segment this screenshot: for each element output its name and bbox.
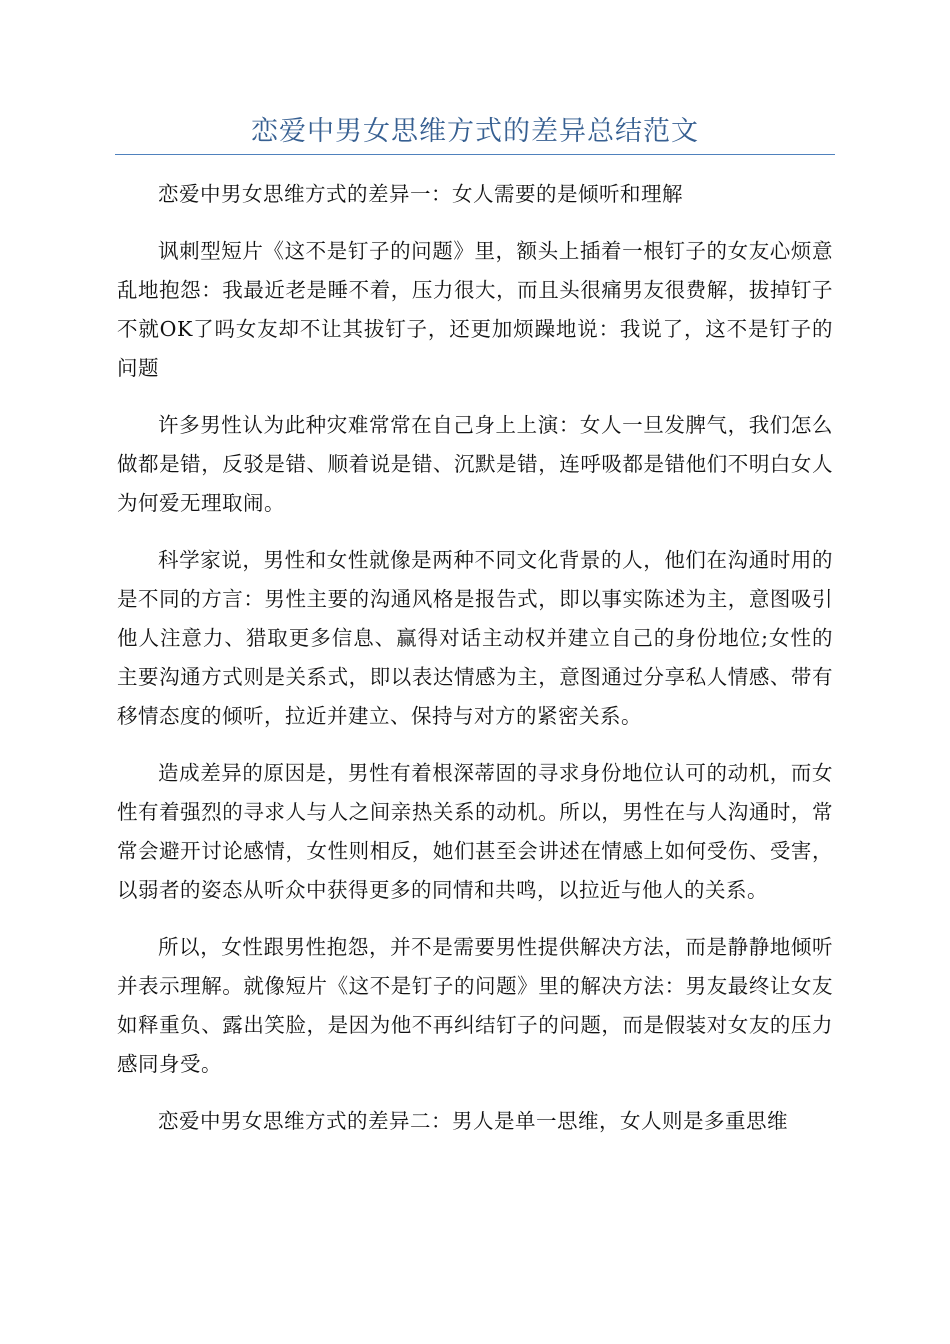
paragraph: 讽刺型短片《这不是钉子的问题》里，额头上插着一根钉子的女友心烦意乱地抱怨：我最近老是睡不着，压力很大，而且头很痛男友很费解，拔掉钉子不就OK了吗女友却不让其拔钉子，还更加烦躁地说：我说了，这不是钉子的问题 (117, 239, 833, 380)
paragraph: 造成差异的原因是，男性有着根深蒂固的寻求身份地位认可的动机，而女性有着强烈的寻求人与人之间亲热关系的动机。所以，男性在与人沟通时，常常会避开讨论感情，女性则相反，她们甚至会讲述在情感上如何受伤、受害，以弱者的姿态从听众中获得更多的同情和共鸣，以拉近与他人的关系。 (117, 761, 833, 902)
paragraph: 所以，女性跟男性抱怨，并不是需要男性提供解决方法，而是静静地倾听并表示理解。就像短片《这不是钉子的问题》里的解决方法：男友最终让女友如释重负、露出笑脸，是因为他不再纠结钉子的问题，而是假装对女友的压力感同身受。 (117, 935, 833, 1076)
section-heading-2: 恋爱中男女思维方式的差异二：男人是单一思维，女人则是多重思维 (158, 1109, 788, 1133)
section-heading-1: 恋爱中男女思维方式的差异一：女人需要的是倾听和理解 (158, 182, 683, 206)
paragraph: 科学家说，男性和女性就像是两种不同文化背景的人，他们在沟通时用的是不同的方言：男性主要的沟通风格是报告式，即以事实陈述为主，意图吸引他人注意力、猎取更多信息、赢得对话主动权并建立自己的身份地位;女性的主要沟通方式则是关系式，即以表达情感为主，意图通过分享私人情感、带有移情态度的倾听，拉近并建立、保持与对方的紧密关系。 (117, 548, 833, 728)
document-body (117, 175, 833, 1159)
paragraph: 许多男性认为此种灾难常常在自己身上上演：女人一旦发脾气，我们怎么做都是错，反驳是错、顺着说是错、沉默是错，连呼吸都是错他们不明白女人为何爱无理取闹。 (117, 413, 833, 515)
page-title: 恋爱中男女思维方式的差异总结范文 (251, 116, 699, 147)
title-underline (115, 154, 835, 155)
